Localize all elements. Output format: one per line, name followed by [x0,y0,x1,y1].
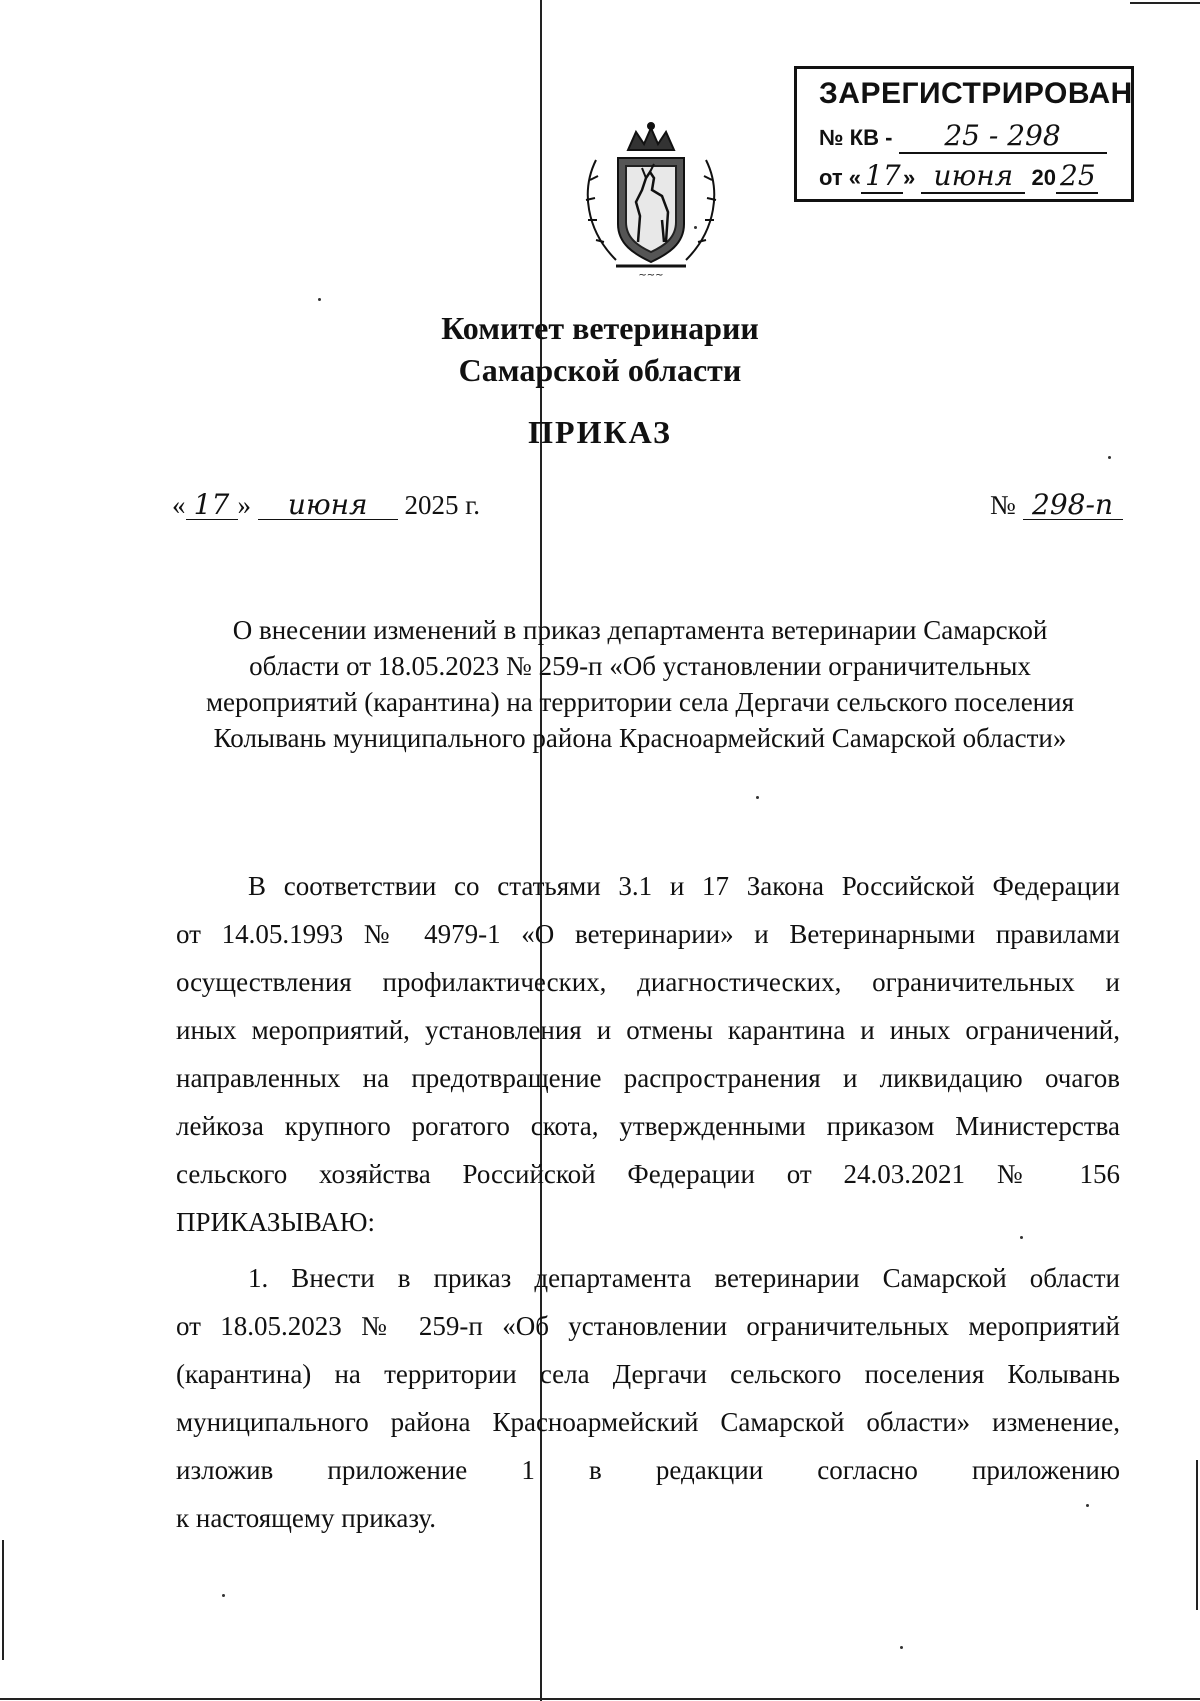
org-name-line1: Комитет ветеринарии [441,310,759,346]
order-date [172,490,480,521]
scan-bottom-edge [0,1698,1200,1700]
svg-text:~~~: ~~~ [638,270,664,280]
number-handwritten: 298-п [1023,491,1123,520]
preamble-line: осуществления профилактических, диагностических, ограничительных и [176,967,1120,997]
stamp-title: ЗАРЕГИСТРИРОВАН [819,77,1133,110]
scan-top-mark [1130,2,1200,4]
subject-line: области от 18.05.2023 № 259-п «Об установлении ограничительных [249,651,1031,681]
preamble-line: от 14.05.1993 № 4979-1 «О ветеринарии» и Ветеринарными правилами [176,919,1120,949]
scan-speck [222,1594,225,1597]
stamp-date-month: июня [921,159,1025,194]
stamp-date-prefix: от « [819,165,862,190]
stamp-date-mid: » [903,165,916,190]
samara-coat-of-arms-emblem [576,120,726,280]
stamp-date-day: 17 [861,159,903,194]
document-type-title: ПРИКАЗ [528,414,672,450]
order-subject [180,612,1100,756]
stamp-number-handwritten: 25 - 298 [899,119,1107,154]
number-label: № [990,490,1016,520]
scan-speck [1108,456,1111,459]
item-line: изложив приложение 1 в редакции согласно приложению [176,1455,1120,1485]
registration-stamp [794,66,1134,202]
stamp-date-year: 25 [1056,159,1098,194]
scan-speck [900,1646,903,1649]
subject-line: мероприятий (карантина) на территории села Дергачи сельского поселения [205,687,1075,717]
date-close-quote: » [237,490,251,520]
date-open-quote: « [172,490,186,520]
item-line: муниципального района Красноармейский Самарской области» изменение, [176,1407,1120,1437]
preamble-line: иных мероприятий, установления и отмены карантина и иных ограничений, [176,1015,1120,1045]
preamble-line: направленных на предотвращение распространения и ликвидацию очагов [176,1063,1120,1093]
preamble-line: сельского хозяйства Российской Федерации от 24.03.2021 № 156 [176,1159,1120,1189]
preamble-paragraph [176,862,1120,1246]
item-line: 1. Внести в приказ департамента ветеринарии Самарской области [248,1263,1120,1293]
stamp-number-row [819,119,1107,154]
item-line: (карантина) на территории села Дергачи сельского поселения Колывань [176,1359,1120,1389]
stamp-date-year-prefix: 20 [1031,165,1056,190]
item-last-line: к настоящему приказу. [176,1503,436,1533]
item-line: от 18.05.2023 № 259-п «Об установлении ограничительных мероприятий [176,1311,1120,1341]
stamp-date-row [819,159,1098,194]
order-number [990,490,1123,521]
scan-speck [756,796,759,799]
scan-left-edge [2,1540,4,1660]
preamble-line: лейкоза крупного рогатого скота, утвержденными приказом Министерства [176,1111,1120,1141]
date-month-handwritten: июня [258,491,398,520]
subject-line: Колывань муниципального района Красноармейский Самарской области» [213,723,1067,753]
subject-line: О внесении изменений в приказ департамента ветеринарии Самарской [232,615,1048,645]
order-item-1 [176,1254,1120,1542]
date-year: 2025 г. [404,490,481,520]
scan-right-edge [1196,1460,1198,1610]
preamble-line: В соответствии со статьями 3.1 и 17 Закона Российской Федерации [248,871,1120,901]
order-word: ПРИКАЗЫВАЮ: [176,1207,375,1237]
stamp-number-prefix: № КВ - [819,125,893,150]
org-name-line2: Самарской области [458,352,742,388]
scan-speck [318,298,321,301]
date-day-handwritten: 17 [186,491,238,520]
